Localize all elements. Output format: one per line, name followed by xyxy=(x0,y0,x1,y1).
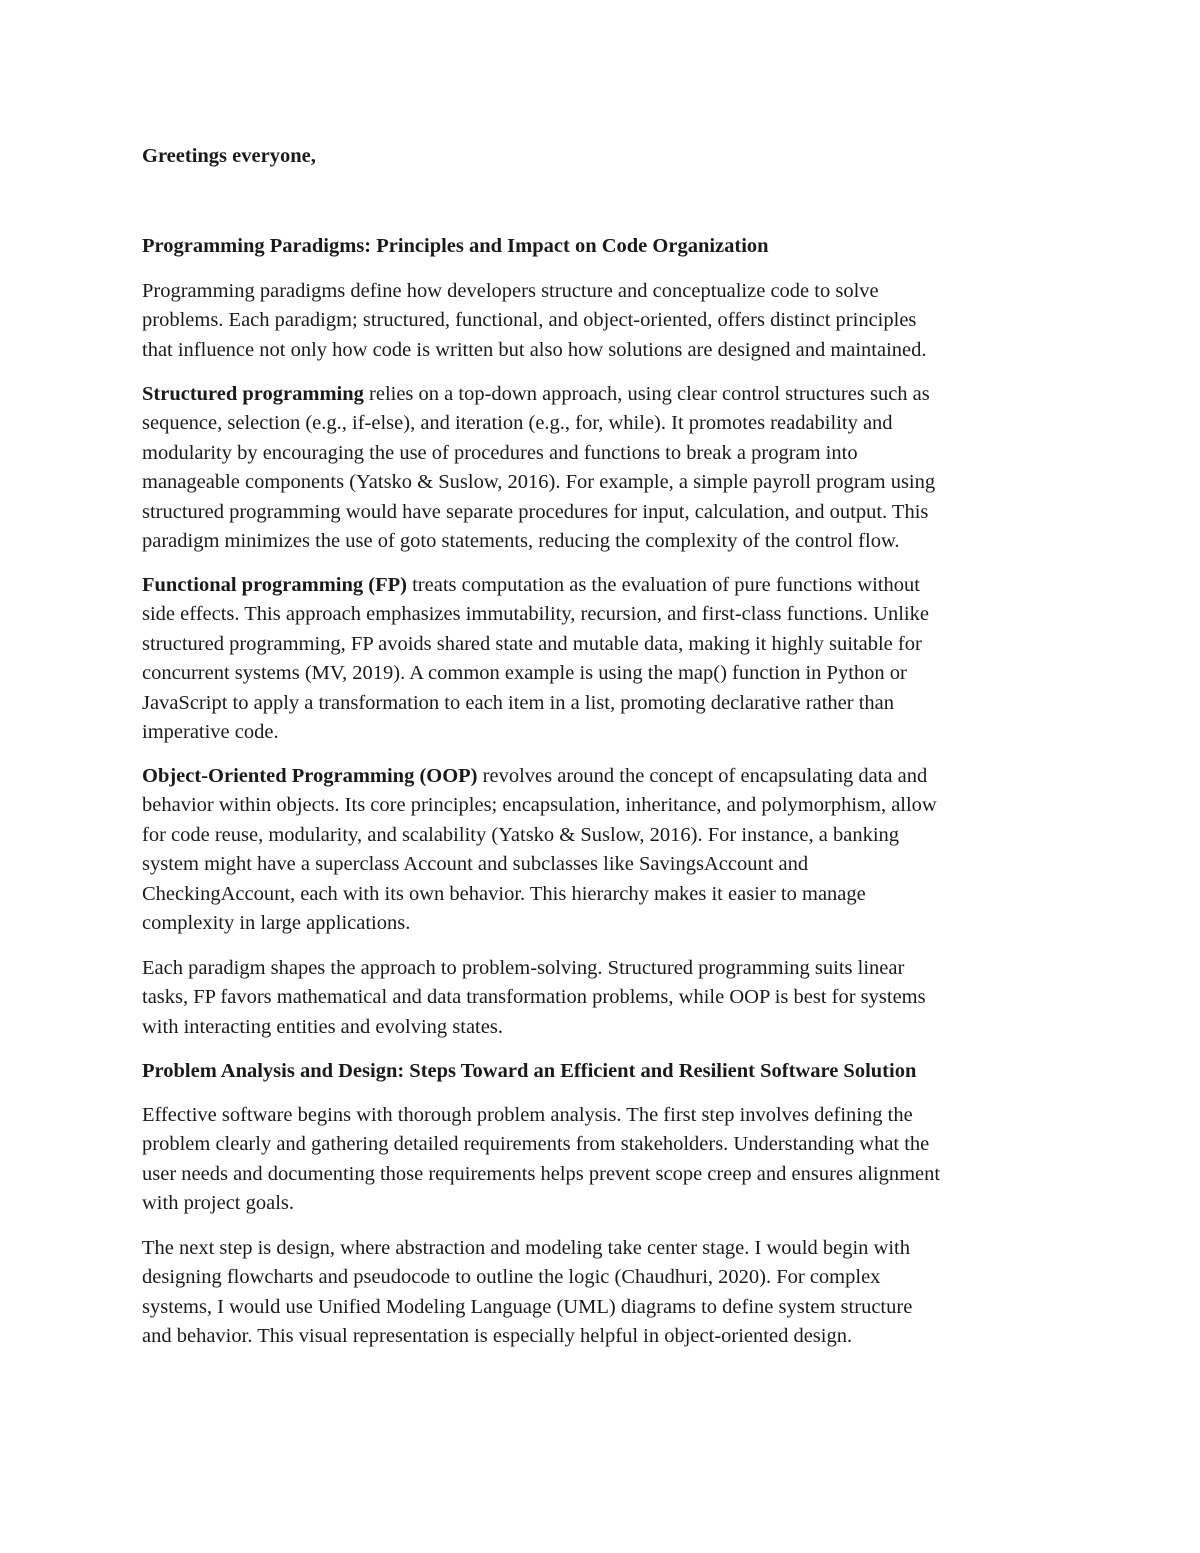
text-run: treats computation as the evaluation of pure functions without xyxy=(406,574,920,596)
paragraph-design xyxy=(142,1234,1072,1352)
text-line: complexity in large applications. xyxy=(142,912,411,935)
paragraph-problem-analysis xyxy=(142,1101,1072,1219)
text-line xyxy=(142,762,1072,791)
text-line: CheckingAccount, each with its own behavior. This hierarchy makes it easier to manage xyxy=(142,882,866,905)
text-line: Effective software begins with thorough problem analysis. The first step involves defining the xyxy=(142,1104,913,1126)
text-line: with interacting entities and evolving states. xyxy=(142,1015,503,1038)
paragraph-functional-programming xyxy=(142,571,1072,747)
text-line: side effects. This approach emphasizes immutability, recursion, and first-class functions. Unlike xyxy=(142,603,929,626)
text-line: paradigm minimizes the use of goto statements, reducing the complexity of the control flow. xyxy=(142,530,900,553)
text-line: manageable components (Yatsko & Suslow, 2016). For example, a simple payroll program using xyxy=(142,471,936,494)
text-line: tasks, FP favors mathematical and data transformation problems, while OOP is best for systems xyxy=(142,986,926,1009)
text-line: Programming paradigms define how developers structure and conceptualize code to solve xyxy=(142,280,879,302)
text-line: designing flowcharts and pseudocode to outline the logic (Chaudhuri, 2020). For complex xyxy=(142,1266,881,1289)
text-line: JavaScript to apply a transformation to each item in a list, promoting declarative rather than xyxy=(142,691,894,714)
text-line xyxy=(142,380,1072,409)
text-line: structured programming would have separate procedures for input, calculation, and output. This xyxy=(142,500,929,523)
greeting: Greetings everyone, xyxy=(142,145,316,167)
term-structured-programming: Structured programming xyxy=(142,383,364,405)
text-line: systems, I would use Unified Modeling Language (UML) diagrams to define system structure xyxy=(142,1295,913,1318)
paragraph-summary xyxy=(142,954,1072,1042)
term-object-oriented-programming: Object-Oriented Programming (OOP) xyxy=(142,765,478,787)
text-line: problems. Each paradigm; structured, functional, and object-oriented, offers distinct principles xyxy=(142,309,917,332)
text-line: system might have a superclass Account and subclasses like SavingsAccount and xyxy=(142,853,809,876)
text-line: modularity by encouraging the use of procedures and functions to break a program into xyxy=(142,441,858,464)
text-line: behavior within objects. Its core principles; encapsulation, inheritance, and polymorphism, allow xyxy=(142,794,937,817)
text-line: imperative code. xyxy=(142,721,279,744)
term-functional-programming: Functional programming (FP) xyxy=(142,574,407,596)
section-heading-problem-analysis: Problem Analysis and Design: Steps Toward an Efficient and Resilient Software Solution xyxy=(142,1060,917,1082)
text-run: relies on a top-down approach, using clear control structures such as xyxy=(363,383,930,405)
text-line: The next step is design, where abstraction and modeling take center stage. I would begin with xyxy=(142,1237,910,1259)
text-line: problem clearly and gathering detailed requirements from stakeholders. Understanding what the xyxy=(142,1133,930,1156)
text-line: with project goals. xyxy=(142,1192,295,1215)
text-run: revolves around the concept of encapsulating data and xyxy=(477,765,928,787)
text-line: concurrent systems (MV, 2019). A common example is using the map() function in Python or xyxy=(142,662,907,685)
paragraph-object-oriented-programming xyxy=(142,762,1072,938)
text-line: that influence not only how code is written but also how solutions are designed and maintained. xyxy=(142,338,927,361)
text-line: and behavior. This visual representation is especially helpful in object-oriented design. xyxy=(142,1325,853,1348)
text-line: user needs and documenting those requirements helps prevent scope creep and ensures alignment xyxy=(142,1162,941,1185)
text-line: structured programming, FP avoids shared state and mutable data, making it highly suitable for xyxy=(142,632,922,655)
text-line: Each paradigm shapes the approach to problem-solving. Structured programming suits linear xyxy=(142,957,905,979)
section-heading-paradigms: Programming Paradigms: Principles and Impact on Code Organization xyxy=(142,235,769,257)
text-line: sequence, selection (e.g., if-else), and iteration (e.g., for, while). It promotes readability and xyxy=(142,412,893,435)
paragraph-intro xyxy=(142,277,1072,365)
text-line: for code reuse, modularity, and scalability (Yatsko & Suslow, 2016). For instance, a banking xyxy=(142,823,900,846)
text-line xyxy=(142,571,1072,600)
paragraph-structured-programming xyxy=(142,380,1072,556)
